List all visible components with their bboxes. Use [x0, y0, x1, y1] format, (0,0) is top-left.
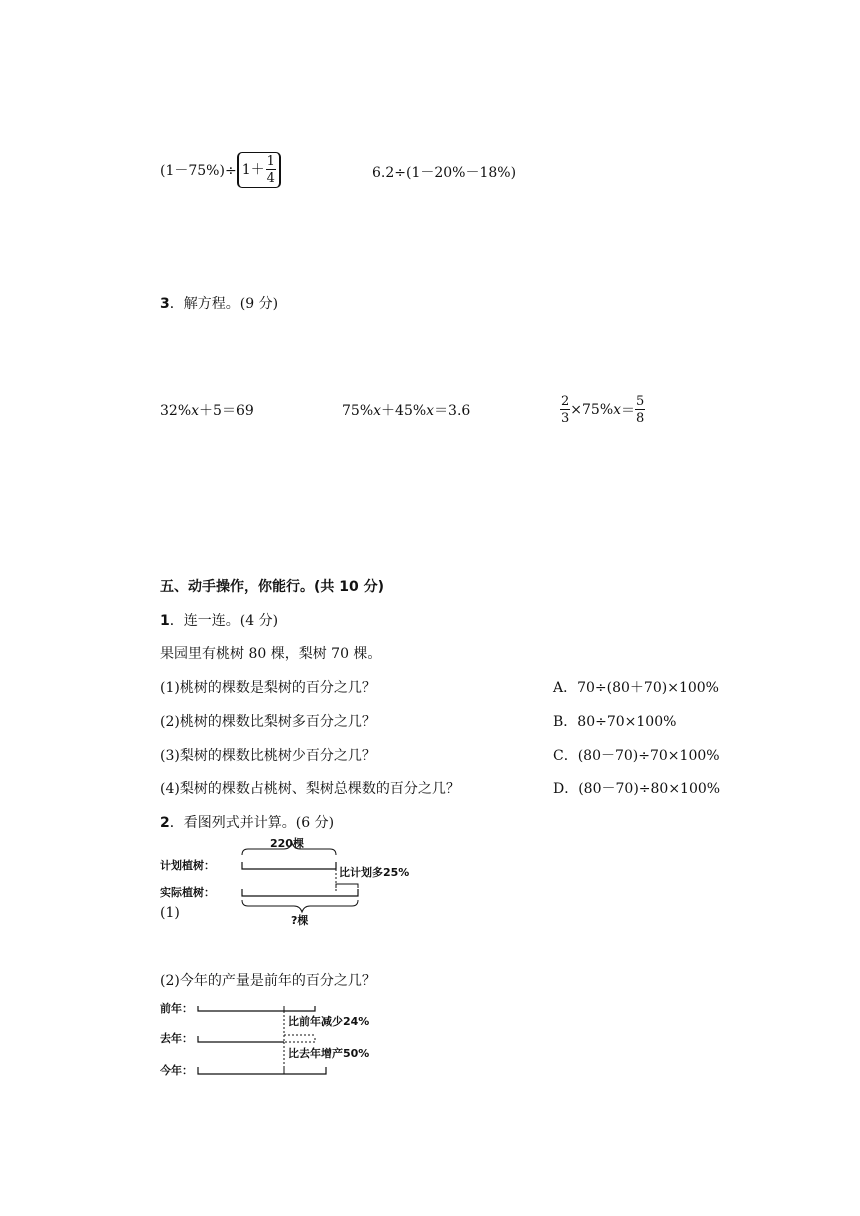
diagram2-row3-label: 今年：: [160, 1064, 193, 1077]
diagram1-row1-label: 计划植树：: [160, 859, 215, 872]
eq2-part-c: ＝3.6: [434, 403, 471, 419]
q3-number: 3: [160, 296, 170, 312]
diagram2-row2-dashed: [284, 1035, 315, 1042]
equation-3: [560, 390, 645, 430]
right-item-a: A．70÷(80＋70)×100%: [553, 680, 719, 696]
diagram1-actual-line: [242, 889, 358, 896]
calc-expr1-bracket: [237, 152, 281, 188]
eq3-fraction-1: [560, 395, 570, 425]
diagram2-row2-label: 去年：: [160, 1032, 193, 1045]
s5-q1-title: ．连一连。(4 分): [169, 613, 279, 629]
q3-title: ．解方程。(9 分): [169, 296, 279, 312]
diagram1-side-brace: [336, 884, 358, 888]
calc-expression-1: [160, 150, 281, 190]
diagram2-label2: 比去年增产50%: [288, 1047, 370, 1060]
eq3-num-2: 5: [636, 394, 645, 409]
right-item-d: D．(80－70)÷80×100%: [553, 781, 721, 797]
diagram2-row2-line: [198, 1036, 284, 1042]
eq3-den-2: 8: [636, 411, 645, 426]
diagram1-bottom-label: ?棵: [291, 914, 309, 926]
s5-q1-number: 1: [160, 613, 170, 629]
right-item-b: B．80÷70×100%: [553, 714, 677, 730]
eq1-part-b: ＋5＝69: [199, 403, 254, 419]
diagram2-row1-line: [198, 1006, 315, 1011]
calc-expr1-denominator: 4: [266, 171, 275, 186]
left-item-1: (1)桃树的棵数是梨树的百分之几？: [160, 680, 376, 696]
right-item-c: C．(80－70)÷70×100%: [553, 748, 720, 764]
calc-expr1-left: (1－75%)÷: [160, 163, 237, 179]
s5-q2-heading: [160, 812, 334, 832]
q3-heading: [160, 293, 278, 313]
diagram2-row3-line: [198, 1067, 326, 1074]
eq1-part-a: 32%: [160, 403, 192, 419]
diagram1-item-label: (1): [160, 905, 180, 921]
eq3-equals: ＝: [621, 403, 636, 419]
diagram1-plan-line: [242, 862, 336, 869]
s5-q1-heading: [160, 610, 278, 630]
eq3-fraction-2: [635, 395, 645, 425]
calc-expr1-numerator: 1: [266, 154, 275, 169]
s5-intro: 果园里有桃树 80 棵，梨树 70 棵。: [160, 646, 382, 662]
eq2-part-b: ＋45%: [381, 403, 427, 419]
eq2-x1: x: [373, 403, 382, 419]
diagram2-question: (2)今年的产量是前年的百分之几？: [160, 973, 376, 989]
calc-expression-2: 6.2÷(1－20%－18%): [372, 165, 517, 181]
eq2-part-a: 75%: [342, 403, 374, 419]
left-item-3: (3)梨树的棵数比桃树少百分之几？: [160, 748, 376, 764]
s5-q2-number: 2: [160, 815, 170, 831]
diagram2-label1: 比前年减少24%: [288, 1015, 370, 1028]
diagram2-row1-label: 前年：: [160, 1002, 193, 1015]
eq3-den-1: 3: [561, 411, 570, 426]
section5-title: 五、动手操作，你能行。(共 10 分): [160, 579, 385, 595]
calc-expr1-one-plus: 1＋: [241, 162, 265, 178]
line-diagram-2: [160, 996, 400, 1082]
eq3-x: x: [613, 402, 622, 418]
eq3-num-1: 2: [561, 394, 570, 409]
calc-expr1-fraction: [266, 155, 276, 185]
s5-q2-title: ．看图列式并计算。(6 分): [169, 815, 335, 831]
eq2-x2: x: [426, 403, 435, 419]
diagram1-bottom-brace: [242, 900, 358, 912]
equation-1: [160, 400, 254, 420]
left-item-4: (4)梨树的棵数占桃树、梨树总棵数的百分之几？: [160, 781, 460, 797]
line-diagram-1: [160, 836, 440, 926]
diagram1-side-label: 比计划多25%: [339, 866, 410, 879]
diagram1-row2-label: 实际植树：: [160, 886, 215, 899]
eq1-x: x: [191, 403, 200, 419]
left-item-2: (2)桃树的棵数比梨树多百分之几？: [160, 714, 376, 730]
equation-2: [342, 400, 470, 420]
diagram1-top-label: 220棵: [270, 837, 304, 850]
eq3-mid: ×75%: [570, 402, 614, 418]
